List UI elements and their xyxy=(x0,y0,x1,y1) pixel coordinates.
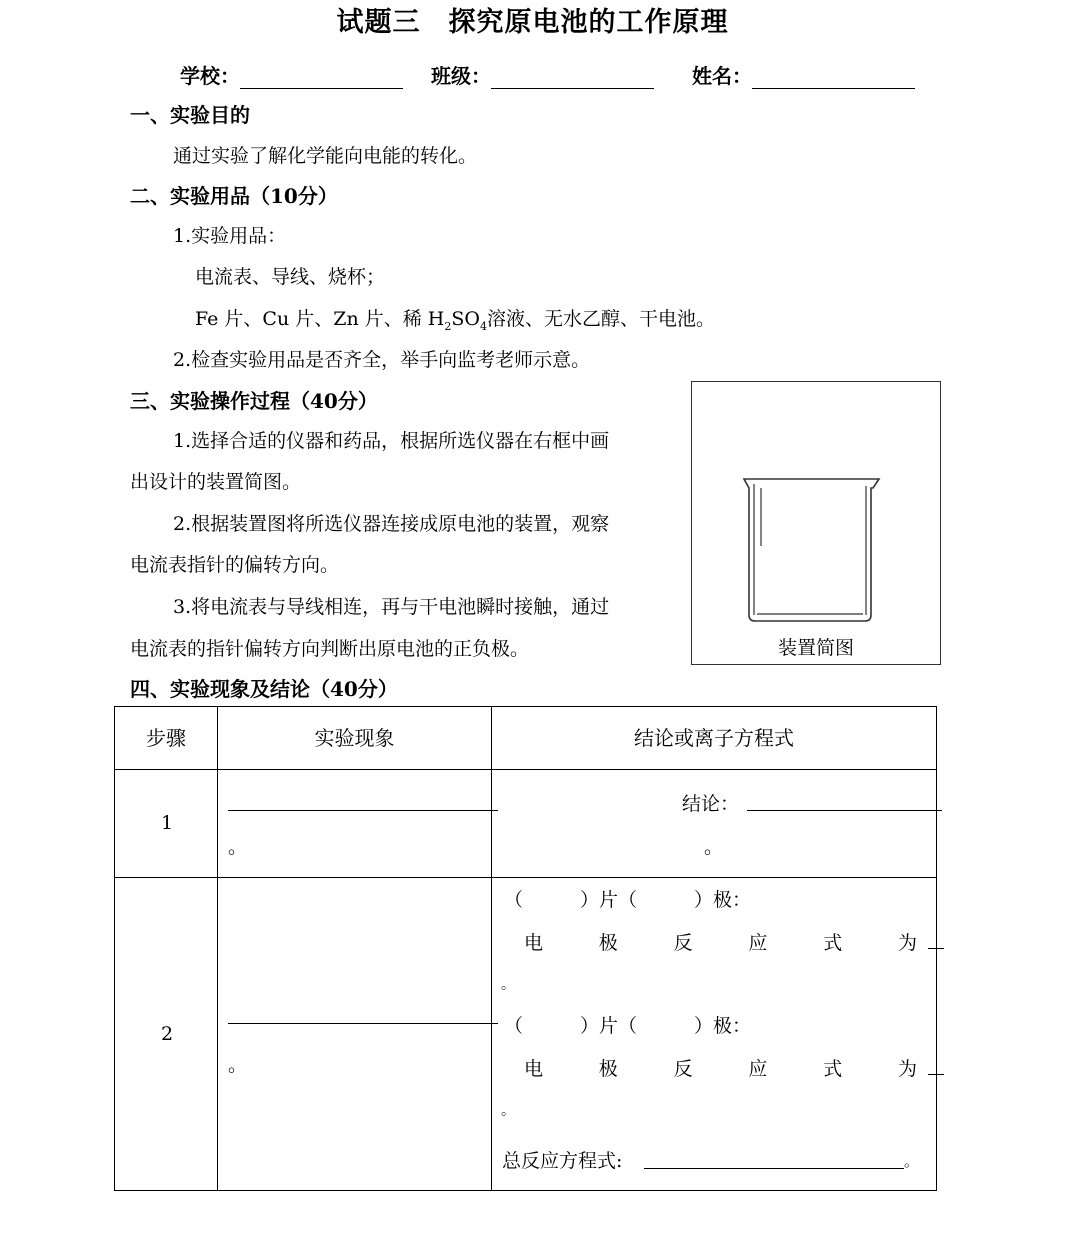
reaction-char: 极 xyxy=(598,1058,618,1080)
row1-step: 1 xyxy=(161,812,174,834)
line-b-mid: SO xyxy=(451,308,480,330)
row1-conclusion-dot: 。 xyxy=(704,836,724,858)
reaction-char: 电 xyxy=(524,1058,544,1080)
reaction-char: 电 xyxy=(524,932,544,954)
total-equation-blank[interactable] xyxy=(644,1168,904,1169)
row2-phenomenon-blank[interactable] xyxy=(228,1023,498,1024)
page-title: 试题三 探究原电池的工作原理 xyxy=(336,7,729,38)
section-1-text: 通过实验了解化学能向电能的转化。 xyxy=(173,145,478,167)
table-row xyxy=(115,878,937,1191)
row1-conclusion-cell[interactable] xyxy=(492,770,937,878)
row2-step-cell xyxy=(115,878,218,1191)
total-equation-label: 总反应方程式: xyxy=(502,1150,623,1172)
reaction-label-1 xyxy=(524,928,917,955)
row2-step: 2 xyxy=(161,1023,174,1045)
row1-conclusion-label: 结论： xyxy=(682,793,740,815)
row2-conclusion-cell[interactable] xyxy=(492,878,937,1191)
reaction-blank-2[interactable] xyxy=(928,1074,944,1075)
header-step: 步骤 xyxy=(115,707,218,770)
reaction-char: 应 xyxy=(748,932,768,954)
row2-dot: 。 xyxy=(228,1054,248,1076)
line-b-post: 溶液、无水乙醇、干电池。 xyxy=(486,308,715,330)
beaker-icon xyxy=(741,474,883,628)
section-2-line-b xyxy=(195,304,715,333)
school-field[interactable] xyxy=(180,60,403,89)
reaction-label-2 xyxy=(524,1054,917,1081)
section-3-p2a: 2.根据装置图将所选仪器连接成原电池的装置，观察 xyxy=(173,513,610,535)
name-label: 姓名： xyxy=(692,64,752,88)
header-phenomenon: 实验现象 xyxy=(218,707,492,770)
reaction-char: 极 xyxy=(598,932,618,954)
class-label: 班级： xyxy=(431,64,491,88)
section-3-p3a: 3.将电流表与导线相连，再与干电池瞬时接触，通过 xyxy=(173,596,610,618)
reaction-char: 反 xyxy=(673,1058,693,1080)
figure-caption: 装置简图 xyxy=(777,637,854,659)
school-blank[interactable] xyxy=(240,68,403,89)
class-field[interactable] xyxy=(431,60,654,89)
section-3-heading: 三、实验操作过程（40分） xyxy=(130,389,378,413)
reaction-blank-1[interactable] xyxy=(928,948,944,949)
reaction-char: 式 xyxy=(823,1058,843,1080)
row1-dot: 。 xyxy=(228,836,248,858)
reaction-char: 为 xyxy=(897,932,917,954)
row1-step-cell xyxy=(115,770,218,878)
name-field[interactable] xyxy=(692,60,915,89)
end-dot-1: 。 xyxy=(501,977,515,993)
end-dot-2: 。 xyxy=(501,1103,515,1119)
section-2-heading: 二、实验用品（10分） xyxy=(130,184,338,208)
name-blank[interactable] xyxy=(752,68,915,89)
total-dot: 。 xyxy=(904,1152,920,1170)
section-2-item-1: 1.实验用品： xyxy=(173,225,287,247)
section-2-item-2: 2.检查实验用品是否齐全，举手向监考老师示意。 xyxy=(173,349,591,371)
row1-phenomenon-blank[interactable] xyxy=(228,810,498,811)
row1-conclusion-blank[interactable] xyxy=(747,810,942,811)
table-row xyxy=(115,770,937,878)
electrode-line-1: （ ）片（ ）极： xyxy=(504,889,752,911)
reaction-char: 应 xyxy=(748,1058,768,1080)
section-1-heading: 一、实验目的 xyxy=(130,103,250,127)
sub-2: 2 xyxy=(444,319,452,333)
section-3-p1b: 出设计的装置简图。 xyxy=(130,471,302,493)
row1-phenomenon-cell[interactable] xyxy=(218,770,492,878)
line-b-pre: Fe 片、Cu 片、Zn 片、稀 H xyxy=(195,308,445,330)
row2-phenomenon-cell[interactable] xyxy=(218,878,492,1191)
class-blank[interactable] xyxy=(491,68,654,89)
section-3-p1a: 1.选择合适的仪器和药品，根据所选仪器在右框中画 xyxy=(173,430,610,452)
section-4-heading: 四、实验现象及结论（40分） xyxy=(130,677,398,701)
school-label: 学校： xyxy=(180,64,240,88)
section-3-p3b: 电流表的指针偏转方向判断出原电池的正负极。 xyxy=(130,638,530,660)
reaction-char: 反 xyxy=(673,932,693,954)
reaction-char: 为 xyxy=(897,1058,917,1080)
results-table xyxy=(114,706,937,1191)
sub-4: 4 xyxy=(479,319,487,333)
electrode-line-2: （ ）片（ ）极： xyxy=(504,1015,752,1037)
section-3-p2b: 电流表指针的偏转方向。 xyxy=(130,554,340,576)
header-conclusion: 结论或离子方程式 xyxy=(492,707,937,770)
section-2-line-a: 电流表、导线、烧杯； xyxy=(195,266,386,288)
table-header-row xyxy=(115,707,937,770)
reaction-char: 式 xyxy=(823,932,843,954)
